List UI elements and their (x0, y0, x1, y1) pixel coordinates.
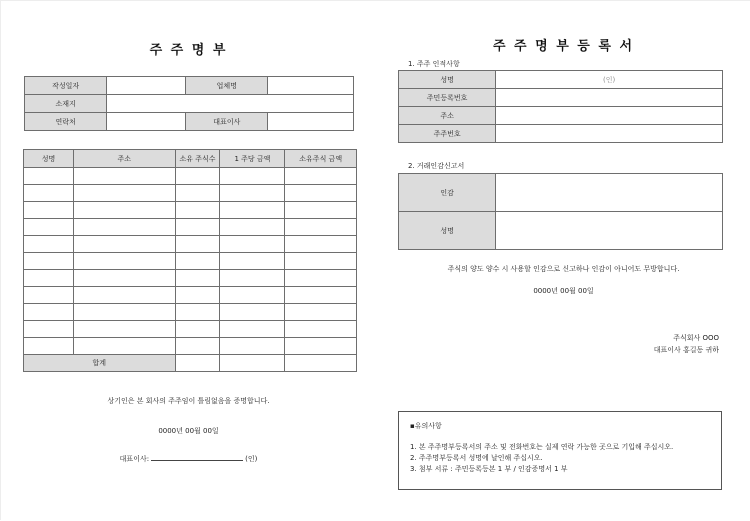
column-header: 소유 주식수 (175, 150, 220, 168)
field-value (268, 77, 354, 95)
shareholder-table (23, 149, 357, 372)
section1-tbody (399, 71, 723, 143)
empty-cell (175, 338, 220, 355)
field-value (496, 107, 723, 125)
info-row (25, 113, 354, 131)
empty-cell (24, 236, 74, 253)
field-label: 대표이사 (186, 113, 268, 131)
empty-cell (175, 236, 220, 253)
section2-heading: 2. 거래인감신고서 (408, 162, 465, 170)
empty-cell (24, 202, 74, 219)
empty-cell (73, 185, 175, 202)
form-row (399, 89, 723, 107)
empty-cell (24, 219, 74, 236)
company-info-table (24, 76, 354, 131)
empty-cell (285, 253, 357, 270)
empty-cell (220, 287, 285, 304)
empty-cell (24, 270, 74, 287)
empty-cell (285, 304, 357, 321)
empty-cell (24, 287, 74, 304)
field-label: 주소 (399, 107, 496, 125)
field-label: 소재지 (25, 95, 107, 113)
empty-cell (285, 355, 357, 372)
page-register-application (376, 1, 750, 521)
empty-cell (175, 168, 220, 185)
field-label: 주민등록번호 (399, 89, 496, 107)
empty-cell (220, 321, 285, 338)
field-value (268, 113, 354, 131)
empty-cell (285, 185, 357, 202)
shareholder-total-row (24, 355, 357, 372)
date-text: 0000년 00월 00일 (533, 287, 594, 295)
page-shareholder-register (1, 1, 376, 521)
empty-cell (73, 287, 175, 304)
field-label: 업체명 (186, 77, 268, 95)
personal-info-table (398, 70, 723, 143)
empty-cell (73, 304, 175, 321)
empty-cell (220, 270, 285, 287)
notice-box (398, 411, 722, 490)
shareholder-empty-row (24, 304, 357, 321)
field-label: 성명 (399, 212, 496, 250)
field-value (496, 89, 723, 107)
shareholder-empty-row (24, 253, 357, 270)
field-label: 성명 (399, 71, 496, 89)
form-row (399, 125, 723, 143)
empty-cell (220, 338, 285, 355)
shareholder-empty-row (24, 185, 357, 202)
field-value (496, 125, 723, 143)
page-title: 주 주 명 부 (149, 43, 228, 58)
column-header: 소유주식 금액 (285, 150, 357, 168)
empty-cell (73, 202, 175, 219)
column-header: 1 주당 금액 (220, 150, 285, 168)
form-row (399, 71, 723, 89)
empty-cell (220, 355, 285, 372)
empty-cell (73, 270, 175, 287)
shareholder-empty-row (24, 168, 357, 185)
empty-cell (285, 338, 357, 355)
empty-cell (73, 236, 175, 253)
certification-text: 상기인은 본 회사의 주주임이 틀림없음을 증명합니다. (107, 397, 270, 405)
empty-cell (285, 202, 357, 219)
info-row (25, 77, 354, 95)
field-value (496, 174, 723, 212)
empty-cell (220, 236, 285, 253)
seal-report-table (398, 173, 723, 250)
empty-cell (285, 321, 357, 338)
empty-cell (220, 202, 285, 219)
field-value (107, 77, 186, 95)
signature-line (1, 454, 376, 464)
empty-cell (285, 236, 357, 253)
empty-cell (285, 270, 357, 287)
empty-cell (24, 185, 74, 202)
seal-label: (인) (245, 455, 258, 463)
form-row (399, 212, 723, 250)
empty-cell (24, 321, 74, 338)
total-label: 합계 (24, 355, 176, 372)
form-row (399, 107, 723, 125)
empty-cell (73, 253, 175, 270)
empty-cell (220, 185, 285, 202)
empty-cell (175, 304, 220, 321)
field-label: 연락처 (25, 113, 107, 131)
empty-cell (24, 304, 74, 321)
recipient-block (654, 332, 719, 356)
shareholder-empty-row (24, 338, 357, 355)
field-label: 주주번호 (399, 125, 496, 143)
info-row (25, 95, 354, 113)
empty-cell (175, 355, 220, 372)
date-text: 0000년 00월 00일 (158, 427, 219, 435)
empty-cell (175, 202, 220, 219)
shareholder-empty-row (24, 202, 357, 219)
signature-rule (151, 454, 243, 461)
empty-cell (175, 321, 220, 338)
shareholder-empty-row (24, 321, 357, 338)
empty-cell (73, 168, 175, 185)
empty-cell (175, 219, 220, 236)
column-header: 주소 (73, 150, 175, 168)
field-value (496, 212, 723, 250)
section2-tbody (399, 174, 723, 250)
empty-cell (73, 321, 175, 338)
shareholder-tbody (24, 150, 357, 372)
seal-note-text: 주식의 양도 양수 시 사용할 인감으로 신고하나 인감이 아니어도 무방합니다. (447, 265, 680, 273)
field-value: (인) (496, 71, 723, 89)
empty-cell (220, 219, 285, 236)
empty-cell (285, 287, 357, 304)
page-title: 주 주 명 부 등 록 서 (492, 39, 635, 54)
empty-cell (285, 168, 357, 185)
notice-heading: ▪유의사항 (410, 422, 442, 430)
notice-item: 3. 첨부 서류 : 주민등록등본 1 부 / 인감증명서 1 부 (410, 465, 568, 473)
empty-cell (220, 304, 285, 321)
section1-heading: 1. 주주 인적사항 (408, 60, 460, 68)
empty-cell (220, 168, 285, 185)
form-row (399, 174, 723, 212)
empty-cell (73, 219, 175, 236)
shareholder-empty-row (24, 236, 357, 253)
notice-list (410, 442, 710, 475)
recipient-ceo: 대표이사 홍길동 귀하 (653, 346, 719, 354)
empty-cell (285, 219, 357, 236)
field-label: 작성일자 (25, 77, 107, 95)
field-value (107, 113, 186, 131)
empty-cell (175, 270, 220, 287)
shareholder-empty-row (24, 270, 357, 287)
empty-cell (220, 253, 285, 270)
empty-cell (175, 253, 220, 270)
shareholder-empty-row (24, 219, 357, 236)
field-value (107, 95, 354, 113)
empty-cell (24, 168, 74, 185)
signature-label: 대표이사: (119, 455, 150, 463)
empty-cell (175, 185, 220, 202)
empty-cell (24, 338, 74, 355)
shareholder-empty-row (24, 287, 357, 304)
notice-item: 2. 주주명부등록서 성명에 날인해 주십시오. (410, 454, 543, 462)
notice-item: 1. 본 주주명부등록서의 주소 및 전화번호는 실제 연락 가능한 곳으로 기입해 주십시오. (410, 443, 674, 451)
empty-cell (73, 338, 175, 355)
empty-cell (24, 253, 74, 270)
recipient-company: 주식회사 OOO (673, 334, 719, 342)
empty-cell (175, 287, 220, 304)
column-header: 성명 (24, 150, 74, 168)
field-label: 인감 (399, 174, 496, 212)
shareholder-header-row (24, 150, 357, 168)
